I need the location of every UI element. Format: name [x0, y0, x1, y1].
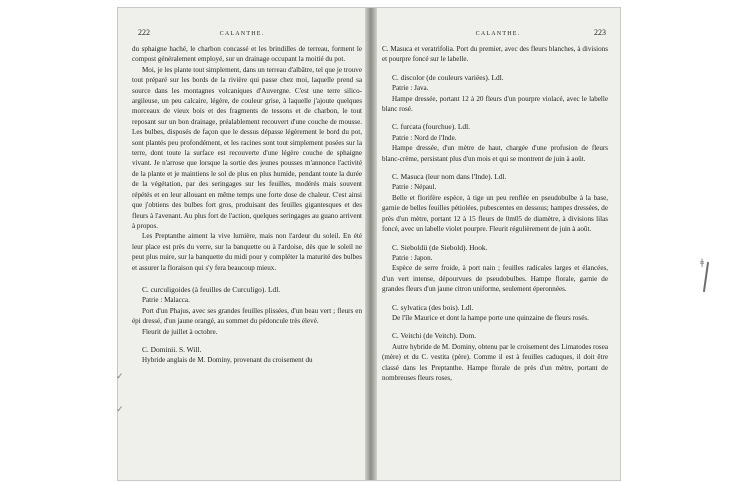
species-description: Hampe dressée, portant 12 à 20 fleurs d'un pourpre violacé, avec le labelle blanc rosé.	[382, 94, 608, 114]
species-description: Port d'un Phajus, avec ses grandes feuilles plissées, d'un beau vert ; fleurs en épi dressé, d'un jaune orangé, au sommet du pédoncule très élevé.	[132, 306, 362, 326]
species-heading: C. Sieboldii (de Siebold). Hook.	[392, 242, 488, 252]
species-patrie: Patrie : Java.	[392, 84, 429, 93]
species-patrie: Patrie : Nord de l'Inde.	[392, 133, 457, 142]
species-patrie: Patrie : Malacca.	[142, 296, 190, 305]
species-heading: C. curculigoides (à feuilles de Curculigo). Ldl.	[142, 284, 281, 294]
right-page	[376, 8, 620, 480]
left-page-number: 222	[138, 28, 150, 37]
species-heading: C. Dominii. S. Will.	[142, 344, 202, 354]
left-paragraph: du sphaigne haché, le charbon concassé et les brindilles de terreau, forment le compost généralement employé, sur un drainage occupant la moitié du pot.	[132, 45, 362, 64]
species-description: Hybride anglais de M. Dominy, provenant du croisement du	[142, 356, 313, 365]
left-running-title: CALANTHE.	[219, 31, 265, 37]
right-body-text	[382, 44, 608, 383]
species-heading: C. furcata (fourchue). Ldl.	[392, 122, 470, 132]
species-description: De l'île Maurice et dont la hampe porte une quinzaine de fleurs rosés.	[392, 313, 589, 322]
right-running-head	[376, 28, 620, 40]
book-spread	[118, 8, 620, 480]
species-heading: C. sylvatica (des bois). Ldl.	[392, 302, 474, 312]
species-description: Autre hybride de M. Dominy, obtenu par le croisement des Limatodes rosea (mère) et du C. vestita (père). Comme il est à feuilles caduques, il doit être classé dans les Preptanthe. Hampe florale de près d'un mètre, portant de nombreuses fleurs roses,	[382, 342, 608, 382]
species-patrie: Patrie : Népaul.	[392, 183, 437, 192]
left-margin-pencil-mark: ✓	[116, 372, 124, 382]
right-running-title: CALANTHE.	[475, 31, 521, 37]
left-page	[118, 8, 366, 480]
species-patrie: Patrie : Japon.	[392, 253, 433, 262]
species-heading: C. Masuca (leur nom dans l'Inde). Ldl.	[392, 172, 507, 182]
right-page-number: 223	[594, 28, 606, 37]
left-margin-pencil-mark: ✓	[116, 405, 124, 415]
species-flowering: Fleurit de juillet à octobre.	[142, 327, 218, 336]
species-heading: C. Veitchi (de Veitch). Dom.	[392, 331, 477, 341]
species-description: Hampe dressée, d'un mètre de haut, chargée d'une profusion de fleurs blanc-crème, persistant plus d'un mois et qui se montrent de juin à août.	[382, 144, 608, 163]
left-paragraph: Moi, je les plante tout simplement, dans un terreau d'albâtre, tel que je trouve tout préparé sur les bords de la rivière qui passe chez moi, laquelle prend sa source dans les montagnes volcaniques d'Auvergne. C'est une terre silico-argileuse, un peu calcaire, légère, de couleur grise, à laquelle j'ajoute quelques morceaux de vieux bois et des fragments de tessons et de charbon, le tout reposant sur un bon drainage, préalablement recouvert d'une couche de mousse. Les bulbes, disposés de façon que le dessus dépasse légèrement le bord du pot, sont plantés peu profondément, et les racines sont tout simplement posées sur la terre, dont toute la surface est recouverte d'une légère couche de sphaigne vivant. Je n'arrose que lorsque la sortie des jeunes pousses m'annonce l'activité de la plante et je maintiens le sol de plus en plus humide, pendant toute la durée de la végétation, par des seringages sur les feuilles, modérés mais souvent répétés et en leur allouant en même temps une forte dose de chaleur. C'est ainsi que j'obtiens des bulbes fort gros, produisant des feuilles gigantesques et des fleurs à l'avenant. Au plus fort de l'action, quelques seringages au guano arrivent à propos.	[132, 65, 362, 230]
left-paragraph: Les Preptanthe aiment la vive lumière, mais non l'ardeur du soleil. En été leur place est près du verre, sur la banquette ou à l'ardoise, dès que le soleil ne peut plus nuire, sur la banquette du midi pour y compléter la maturité des bulbes et assurer la floraison qui s'y fera beaucoup mieux.	[132, 232, 362, 272]
species-description: Belle et florifère espèce, à tige un peu renflée en pseudobulbe à la base, garnie de belles feuilles pétiolées, pubescentes en dessous; hampes dressées, de près d'un mètre, portant 12 à 15 fleurs de 0m05 de diamètre, à divisions lilas foncé, avec un labelle violet pourpre. Fleurit régulièrement de juin à août.	[382, 193, 608, 234]
right-opening-text: C. Masuca et veratrifolia. Port du premier, avec des fleurs blanches, à divisions et pourpre foncé sur le labelle.	[382, 45, 608, 64]
right-margin-pencil-mark: ǂ	[700, 258, 705, 268]
left-running-head	[118, 28, 366, 40]
species-description: Espèce de serre froide, à port nain ; feuilles radicales larges et élancées, d'un vert intense, dépourvues de pseudobulbes. Hampe florale, garnie de grandes fleurs d'un jaune citron uniforme, seulement éperonnées.	[382, 264, 608, 294]
left-body-text	[132, 44, 362, 366]
species-heading: C. discolor (de couleurs variées). Ldl.	[392, 72, 504, 82]
